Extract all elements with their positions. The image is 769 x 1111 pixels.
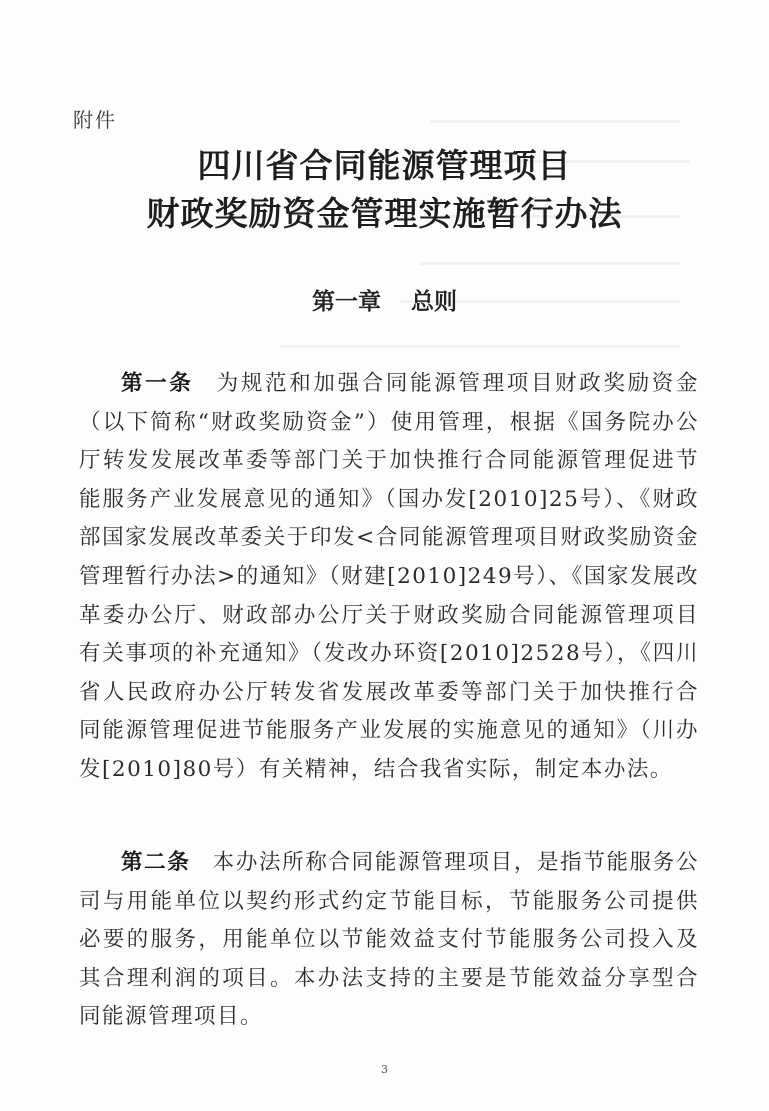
article-1 [79,365,699,790]
article-1-heading: 第一条 [121,371,194,396]
attachment-label: 附件 [73,108,117,132]
chapter-heading [0,283,769,316]
article-1-text: 为规范和加强合同能源管理项目财政奖励资金（以下简称“财政奖励资金”）使用管理，根据《国务院办公厅转发发展改革委等部门关于加快推行合同能源管理促进节能服务产业发展意见的通知》（国办发[2010]25号）、《财政部国家发展改革委关于印发<合同能源管理项目财政奖励资金管理暂行办法>的通知》（财建[2010]249号）、《国家发展改革委办公厅、财政部办公厅关于财政奖励合同能源管理项目有关事项的补充通知》（发改办环资[2010]2528号），《四川省人民政府办公厅转发省发展改革委等部门关于加快推行合同能源管理促进节能服务产业发展的实施意见的通知》（川办发[2010]80号）有关精神，结合我省实际，制定本办法。 [79,371,699,782]
article-2 [79,844,699,1037]
article-2-text: 本办法所称合同能源管理项目，是指节能服务公司与用能单位以契约形式约定节能目标，节能服务公司提供必要的服务，用能单位以节能效益支付节能服务公司投入及其合理利润的项目。本办法支持的主要是节能效益分享型合同能源管理项目。 [79,850,699,1030]
document-title-line-2: 财政奖励资金管理实施暂行办法 [146,194,623,233]
document-title-line-1: 四川省合同能源管理项目 [197,146,572,185]
page-number: 3 [381,1063,388,1076]
article-2-heading: 第二条 [121,850,191,875]
chapter-name: 总则 [411,288,457,315]
chapter-label: 第一章 [312,288,381,315]
